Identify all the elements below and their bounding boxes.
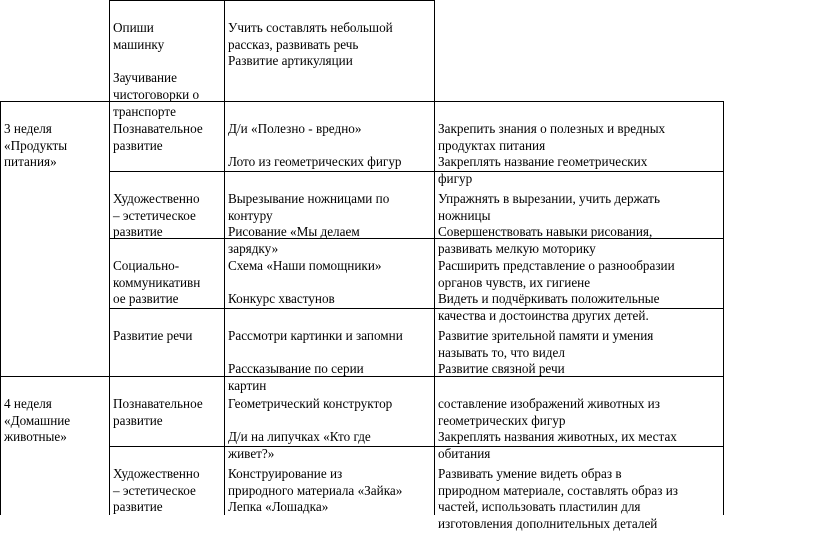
goal-text: Упражнять в вырезании, учить держать ножницы Совершенствовать навыки рисования, развивать мелкую моторику xyxy=(438,190,660,257)
area-cell xyxy=(110,377,224,429)
area-text: Познавательное развитие xyxy=(113,120,203,153)
activity-text: Геометрический конструктор xyxy=(228,395,393,411)
activity-text-extra: Рассказывание по серии картин xyxy=(228,361,364,394)
goal-text: составление изображений животных из геометрических фигур Закреплять названия животных, их местах обитания xyxy=(438,395,677,462)
area-cell xyxy=(110,239,224,308)
activity-text: Д/и «Полезно - вредно» xyxy=(228,120,362,136)
area-text: Опиши машинку xyxy=(113,19,165,52)
goal-cell xyxy=(435,309,723,378)
goal-text: Развитие зрительной памяти и умения называть то, что видел Развитие связной речи xyxy=(438,327,654,377)
area-text: Развитие речи xyxy=(113,327,193,343)
activity-cell xyxy=(225,1,434,70)
activity-text: Схема «Наши помощники» xyxy=(228,257,382,273)
area-text-extra: Заучивание чистоговорки о транспорте xyxy=(113,70,200,119)
area-cell xyxy=(110,172,224,241)
goal-text: Развивать умение видеть образ в природном материале, составлять образ из частей, использовать пластилин для изготовления дополнительных деталей xyxy=(438,465,679,532)
area-text: Художественно – эстетическое развитие xyxy=(113,465,200,515)
activity-cell xyxy=(225,239,434,308)
area-cell xyxy=(110,102,224,154)
column-divider xyxy=(723,101,724,515)
activity-text-extra: Конкурс хвастунов xyxy=(228,291,335,307)
activity-text-extra: Лото из геометрических фигур xyxy=(228,154,402,170)
week-title: 4 неделя «Домашние животные» xyxy=(4,395,71,445)
week-cell xyxy=(1,377,109,446)
week-title: 3 неделя «Продукты питания» xyxy=(4,120,68,170)
activity-text: Вырезывание ножницами по контуру Рисование «Мы делаем зарядку» xyxy=(228,190,390,257)
goal-text: Расширить представление о разнообразии органов чувств, их гигиене Видеть и подчёркивать положительные качества и достоинства других детей. xyxy=(438,257,675,324)
area-cell xyxy=(110,447,224,516)
week-cell xyxy=(1,102,109,171)
goal-text: Закрепить знания о полезных и вредных продуктах питания Закреплять название геометрических фигур xyxy=(438,120,666,187)
area-text: Познавательное развитие xyxy=(113,395,203,428)
goal-cell xyxy=(435,447,723,533)
activity-cell xyxy=(225,102,434,171)
area-cell xyxy=(110,309,224,345)
activity-text: Рассмотри картинки и запомни xyxy=(228,327,403,343)
activity-text: Учить составлять небольшой рассказ, развивать речь Развитие артикуляции xyxy=(228,19,393,69)
area-text: Художественно – эстетическое развитие xyxy=(113,190,200,240)
activity-text: Конструирование из природного материала «Зайка» Лепка «Лошадка» xyxy=(228,465,403,515)
activity-cell xyxy=(225,447,434,516)
area-text: Социально- коммуникативн ое развитие xyxy=(113,257,201,307)
activity-text-extra: Д/и на липучках «Кто где живет?» xyxy=(228,429,371,462)
